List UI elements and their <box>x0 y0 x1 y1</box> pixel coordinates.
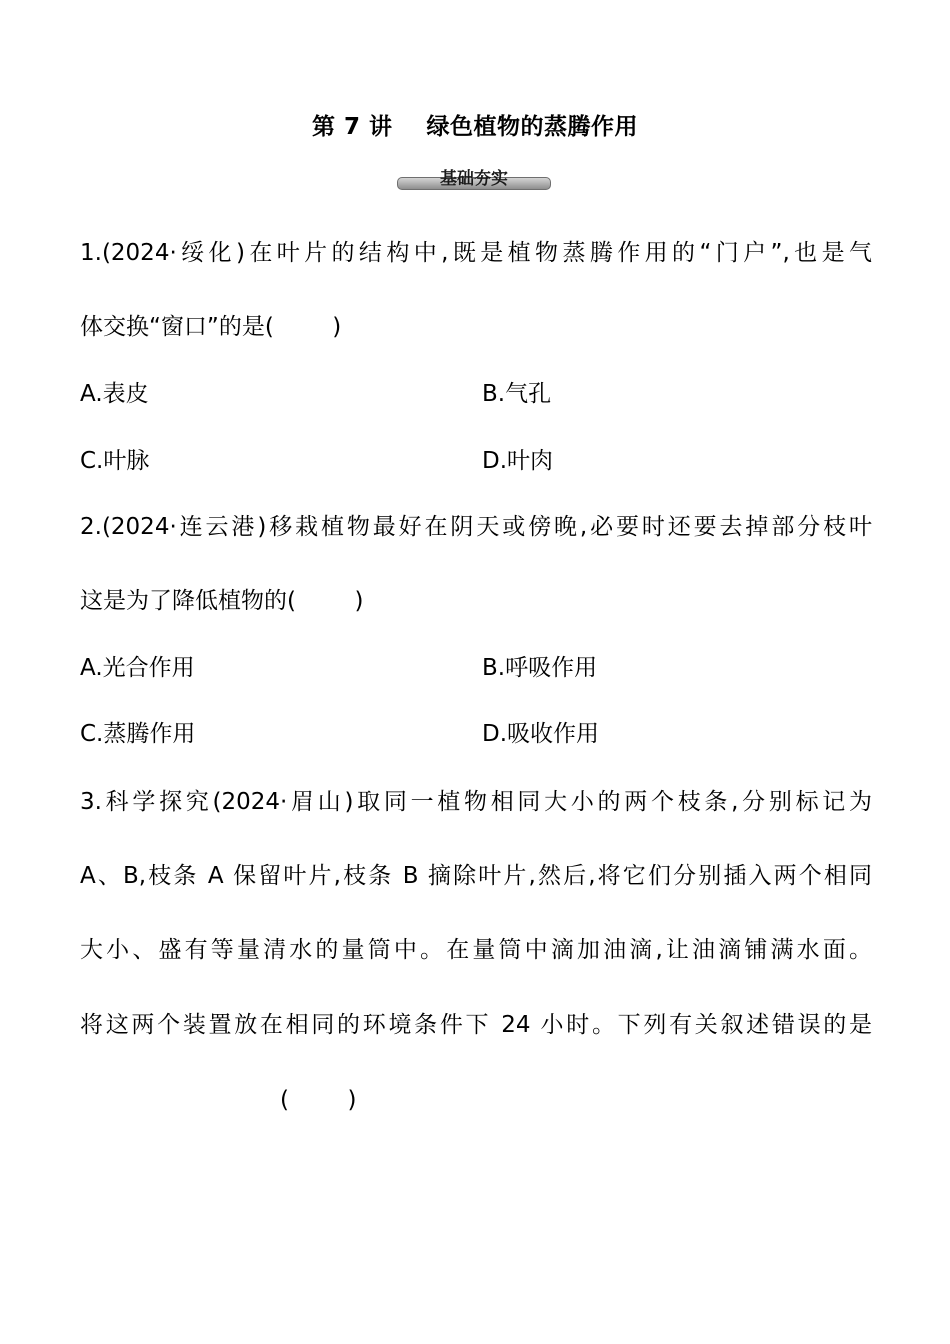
question-1-option-a: A.表皮 <box>80 381 149 407</box>
question-1-stem-line-1: 1.(2024·绥化)在叶片的结构中,既是植物蒸腾作用的“门户”,也是气 <box>80 240 872 266</box>
question-3-stem-line-1: 3.科学探究(2024·眉山)取同一植物相同大小的两个枝条,分别标记为 <box>80 789 872 815</box>
question-2-option-b: B.呼吸作用 <box>482 655 598 681</box>
question-3-stem-line-4: 将这两个装置放在相同的环境条件下 24 小时。下列有关叙述错误的是 <box>80 1012 872 1038</box>
question-2-option-d: D.吸收作用 <box>482 721 600 747</box>
question-1-option-c: C.叶脉 <box>80 448 150 474</box>
question-2-stem-line-2: 这是为了降低植物的( ) <box>80 588 364 614</box>
question-1-option-b: B.气孔 <box>482 381 552 407</box>
question-1-stem-line-2: 体交换“窗口”的是( ) <box>80 314 342 340</box>
section-badge-label: 基础夯实 <box>440 169 508 189</box>
section-badge <box>397 162 551 190</box>
question-2-option-a: A.光合作用 <box>80 655 195 681</box>
question-3-stem-line-2: A、B,枝条 A 保留叶片,枝条 B 摘除叶片,然后,将它们分别插入两个相同 <box>80 863 872 889</box>
question-3-answer-bracket: ( ) <box>280 1087 357 1113</box>
question-1-option-d: D.叶肉 <box>482 448 554 474</box>
question-3-stem-line-3: 大小、盛有等量清水的量筒中。在量筒中滴加油滴,让油滴铺满水面。 <box>80 937 872 963</box>
question-2-stem-line-1: 2.(2024·连云港)移栽植物最好在阴天或傍晚,必要时还要去掉部分枝叶 <box>80 514 872 540</box>
lesson-title: 第 7 讲 绿色植物的蒸腾作用 <box>311 114 639 140</box>
question-2-option-c: C.蒸腾作用 <box>80 721 196 747</box>
